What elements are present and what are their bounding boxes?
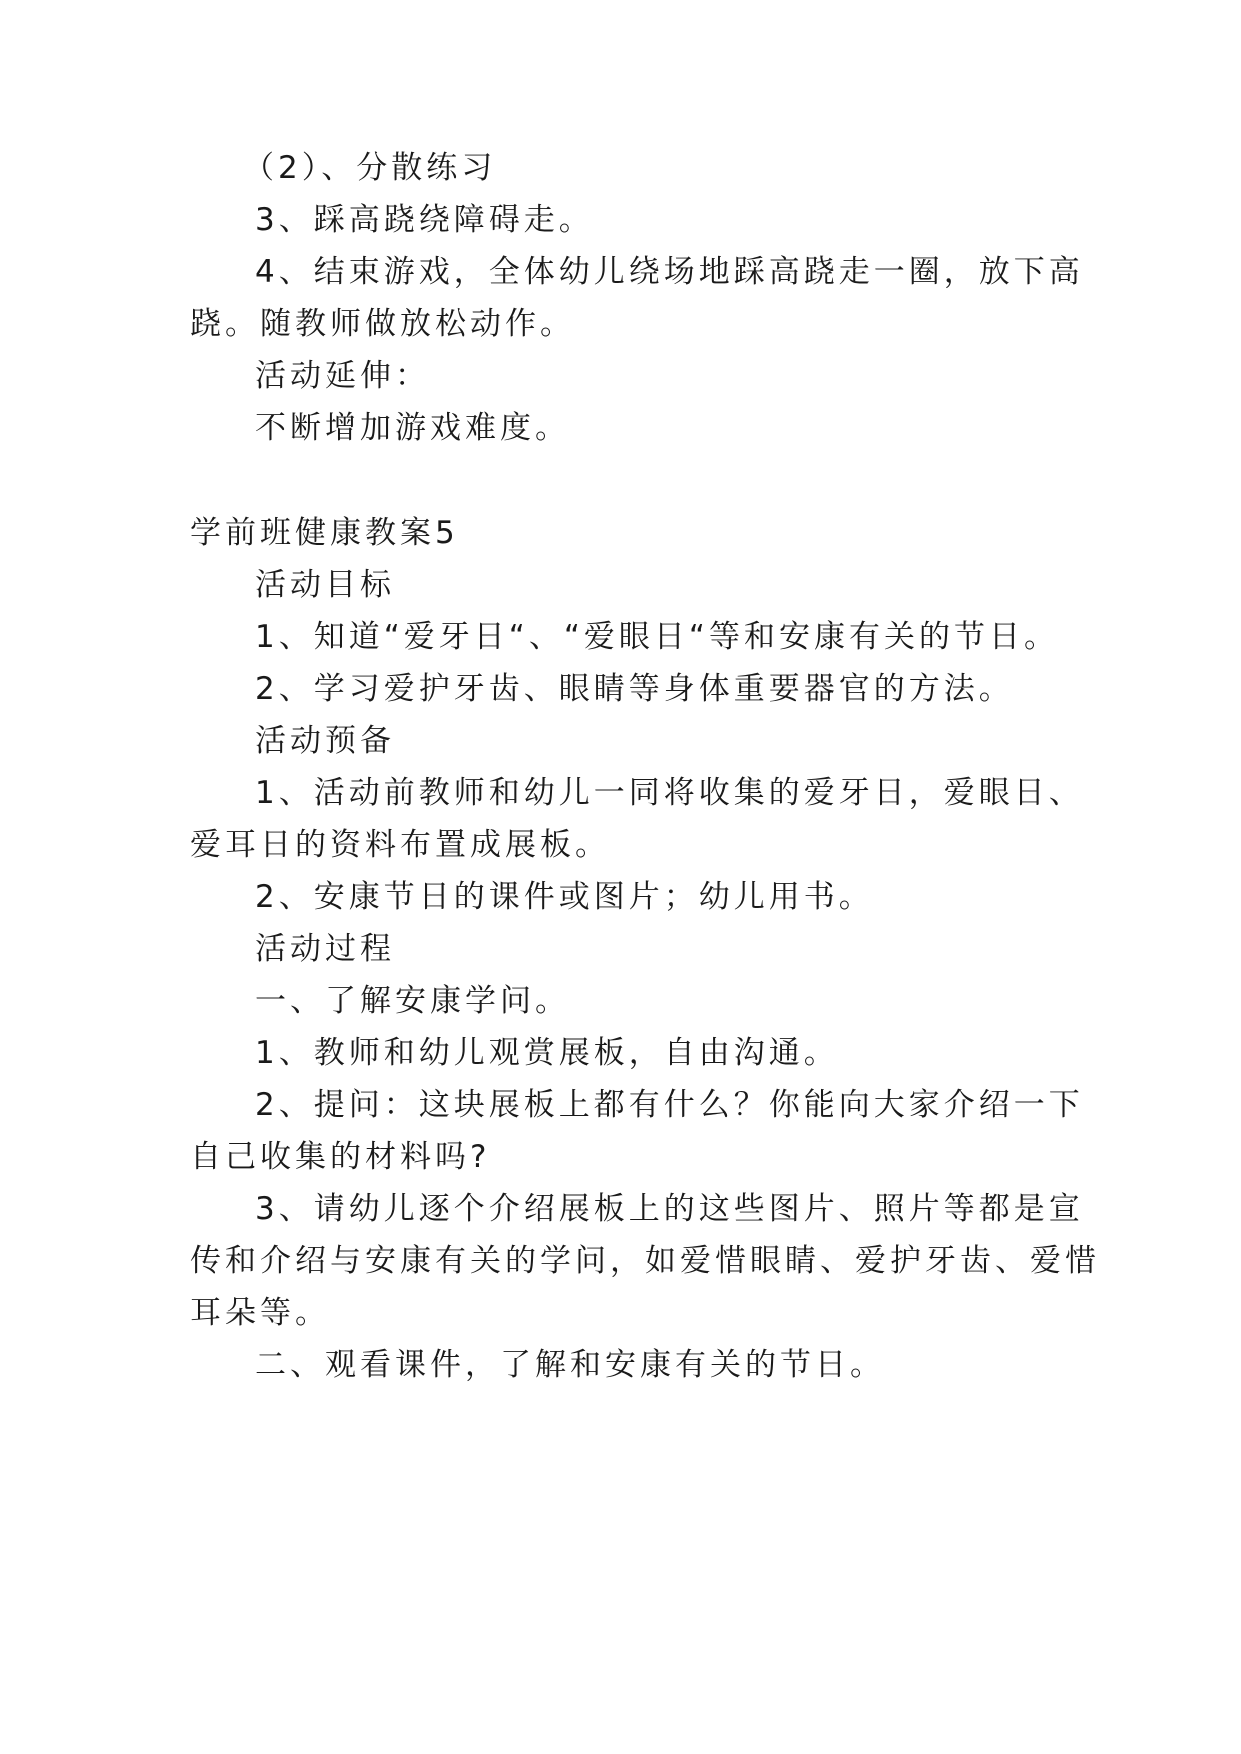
paragraph-line: 二、观看课件，了解和安康有关的节日。 [255, 1347, 885, 1383]
paragraph-line: 活动延伸： [255, 358, 430, 394]
paragraph-line: 跷。随教师做放松动作。 [190, 306, 575, 342]
paragraph-line: 1、教师和幼儿观赏展板，自由沟通。 [255, 1035, 839, 1071]
paragraph-line: 活动预备 [255, 723, 395, 759]
paragraph-line: 传和介绍与安康有关的学问，如爱惜眼睛、爱护牙齿、爱惜 [190, 1243, 1100, 1279]
paragraph-line: 1、活动前教师和幼儿一同将收集的爱牙日，爱眼日、 [255, 775, 1084, 811]
paragraph-line: 1、知道“爱牙日“、“爱眼日“等和安康有关的节日。 [255, 619, 1059, 655]
paragraph-line: 3、请幼儿逐个介绍展板上的这些图片、照片等都是宣 [255, 1191, 1084, 1227]
paragraph-line: 自己收集的材料吗? [190, 1139, 491, 1175]
paragraph-line: 2、学习爱护牙齿、眼睛等身体重要器官的方法。 [255, 671, 1014, 707]
paragraph-line: 不断增加游戏难度。 [255, 410, 570, 446]
paragraph-line: 活动过程 [255, 931, 395, 967]
paragraph-line: 2、安康节日的课件或图片；幼儿用书。 [255, 879, 874, 915]
paragraph-line: 活动目标 [255, 567, 395, 603]
paragraph-line: 一、了解安康学问。 [255, 983, 570, 1019]
paragraph-line: 2、提问：这块展板上都有什么？你能向大家介绍一下 [255, 1087, 1084, 1123]
paragraph-line: 3、踩高跷绕障碍走。 [255, 202, 594, 238]
paragraph-line: 4、结束游戏，全体幼儿绕场地踩高跷走一圈，放下高 [255, 254, 1084, 290]
paragraph-line: 爱耳日的资料布置成展板。 [190, 827, 610, 863]
paragraph-line: 耳朵等。 [190, 1295, 330, 1331]
section-heading: 学前班健康教案5 [190, 515, 459, 551]
paragraph-line: （2）、分散练习 [243, 150, 497, 186]
